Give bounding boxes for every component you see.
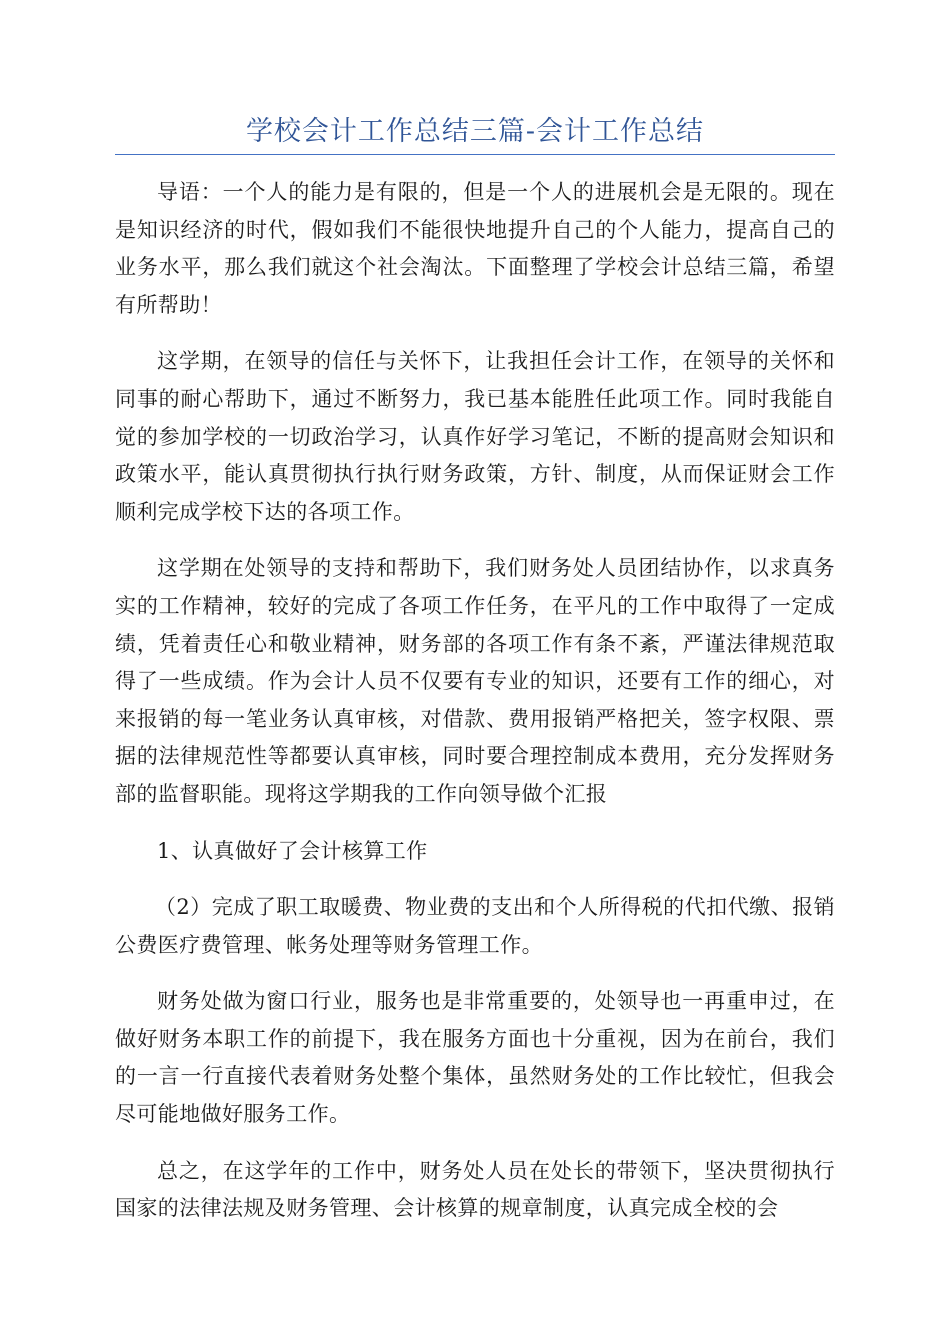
list-item-accounting: 1、认真做好了会计核算工作 [157, 838, 428, 863]
title-underline [115, 154, 835, 155]
list-item-expenses: （2）完成了职工取暖费、物业费的支出和个人所得税的代扣代缴、报销公费医疗费管理、帐务处理等财务管理工作。 [115, 895, 835, 957]
paragraph-service: 财务处做为窗口行业，服务也是非常重要的，处领导也一再重申过，在做好财务本职工作的前提下，我在服务方面也十分重视，因为在前台，我们的一言一行直接代表着财务处整个集体，虽然财务处的工作比较忙，但我会尽可能地做好服务工作。 [115, 989, 835, 1127]
paragraph-summary: 总之，在这学年的工作中，财务处人员在处长的带领下，坚决贯彻执行国家的法律法规及财务管理、会计核算的规章制度，认真完成全校的会 [115, 1158, 835, 1221]
document-body [115, 174, 835, 1247]
paragraph-semester: 这学期，在领导的信任与关怀下，让我担任会计工作，在领导的关怀和同事的耐心帮助下，通过不断努力，我已基本能胜任此项工作。同时我能自觉的参加学校的一切政治学习，认真作好学习笔记，不断的提高财会知识和政策水平，能认真贯彻执行执行财务政策，方针、制度，从而保证财会工作顺利完成学校下达的各项工作。 [115, 349, 835, 524]
paragraph-intro: 导语：一个人的能力是有限的，但是一个人的进展机会是无限的。现在是知识经济的时代，假如我们不能很快地提升自己的个人能力，提高自己的业务水平，那么我们就这个社会淘汰。下面整理了学校会计总结三篇，希望有所帮助！ [115, 180, 835, 317]
paragraph-support: 这学期在处领导的支持和帮助下，我们财务处人员团结协作，以求真务实的工作精神，较好的完成了各项工作任务，在平凡的工作中取得了一定成绩，凭着责任心和敬业精神，财务部的各项工作有条不紊，严谨法律规范取得了一些成绩。作为会计人员不仅要有专业的知识，还要有工作的细心，对来报销的每一笔业务认真审核，对借款、费用报销严格把关，签字权限、票据的法律规范性等都要认真审核，同时要合理控制成本费用，充分发挥财务部的监督职能。现将这学期我的工作向领导做个汇报 [115, 556, 835, 806]
document-title: 学校会计工作总结三篇-会计工作总结 [245, 116, 705, 147]
